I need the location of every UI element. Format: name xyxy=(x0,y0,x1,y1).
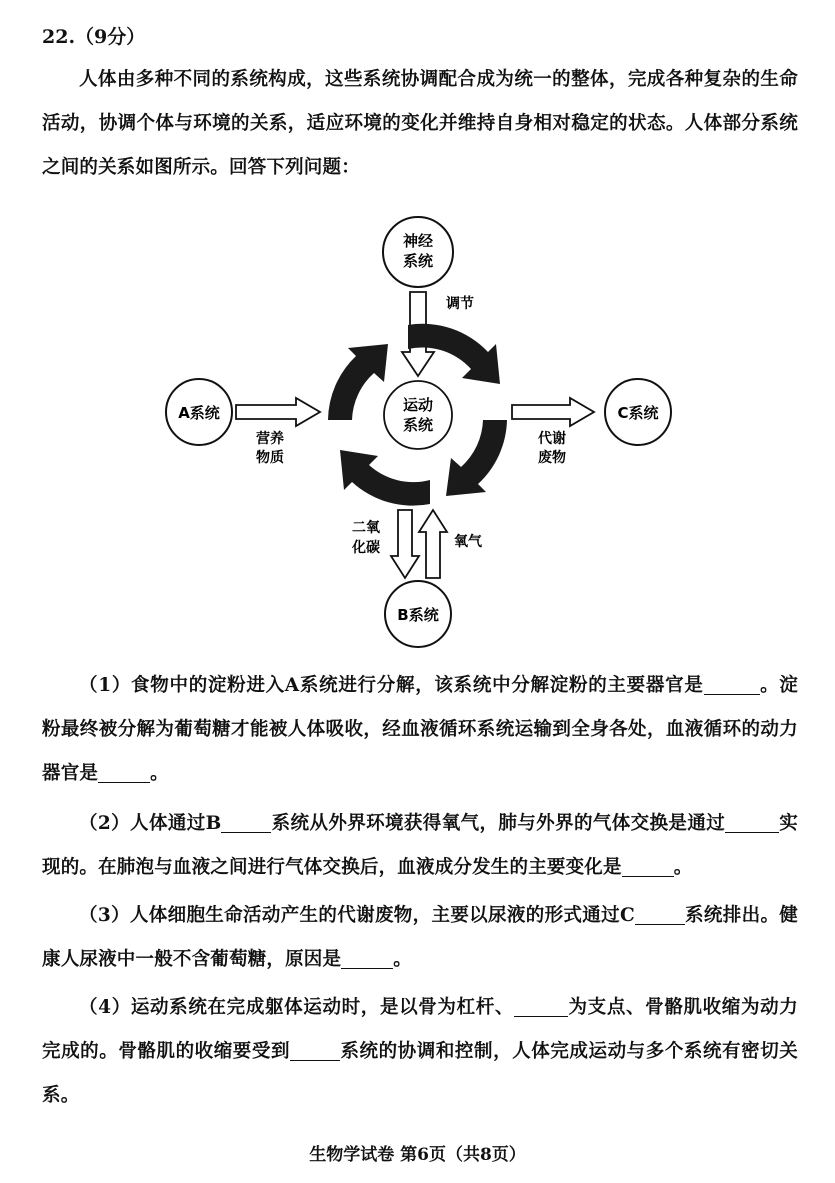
waste-label-1: 代谢 xyxy=(538,431,566,447)
nutrient-arrow xyxy=(236,398,320,426)
motor-system-label-2: 系统 xyxy=(402,416,434,434)
intro-paragraph: 人体由多种不同的系统构成，这些系统协调配合成为统一的整体，完成各种复杂的生命活动，协调个体与环境的关系，适应环境的变化并维持自身相对稳定的状态。人体部分系统之间的关系如图所示。回答下列问题： xyxy=(42,69,798,178)
oxygen-label: 氧气 xyxy=(454,534,482,550)
waste-label-2: 废物 xyxy=(538,450,566,466)
answer-blank[interactable] xyxy=(221,810,271,833)
nutrient-label-1: 营养 xyxy=(256,431,284,447)
a-system-label: A系统 xyxy=(178,404,220,422)
regulate-label: 调节 xyxy=(446,296,474,312)
nervous-system-label-1: 神经 xyxy=(402,232,434,250)
waste-arrow xyxy=(512,398,594,426)
co2-label-1: 二氧 xyxy=(352,520,380,536)
motor-system-label-1: 运动 xyxy=(402,396,434,414)
co2-label-2: 化碳 xyxy=(352,540,380,556)
answer-blank[interactable] xyxy=(98,760,150,783)
motor-system-node xyxy=(384,381,452,449)
oxygen-arrow xyxy=(419,510,447,578)
answer-blank[interactable] xyxy=(622,854,674,877)
answer-blank[interactable] xyxy=(725,810,779,833)
b-system-label: B系统 xyxy=(397,606,439,624)
question-number: 22.（9分） xyxy=(42,26,146,48)
question-1: （1）食物中的淀粉进入A系统进行分解，该系统中分解淀粉的主要器官是 。淀粉最终被分解为葡萄糖才能被人体吸收，经血液循环系统运输到全身各处，血液循环的动力器官是 。 xyxy=(42,664,798,796)
question-2: （2）人体通过B 系统从外界环境获得氧气，肺与外界的气体交换是通过 实现的。在肺泡与血液之间进行气体交换后，血液成分发生的主要变化是 。 xyxy=(42,802,798,890)
question-3: （3）人体细胞生命活动产生的代谢废物，主要以尿液的形式通过C 系统排出。健康人尿液中一般不含葡萄糖，原因是 。 xyxy=(42,894,798,982)
c-system-label: C系统 xyxy=(617,404,659,422)
page-footer: 生物学试卷 第6页（共8页） xyxy=(309,1145,526,1165)
nutrient-label-2: 物质 xyxy=(256,450,284,466)
answer-blank[interactable] xyxy=(290,1038,340,1061)
question-4: （4）运动系统在完成躯体运动时，是以骨为杠杆、 为支点、骨骼肌收缩为动力完成的。骨骼肌的收缩要受到 系统的协调和控制，人体完成运动与多个系统有密切关系。 xyxy=(42,986,798,1118)
answer-blank[interactable] xyxy=(635,902,685,925)
co2-arrow xyxy=(391,510,419,578)
answer-blank[interactable] xyxy=(704,672,760,695)
answer-blank[interactable] xyxy=(514,994,568,1017)
answer-blank[interactable] xyxy=(341,946,393,969)
nervous-system-label-2: 系统 xyxy=(402,252,434,270)
